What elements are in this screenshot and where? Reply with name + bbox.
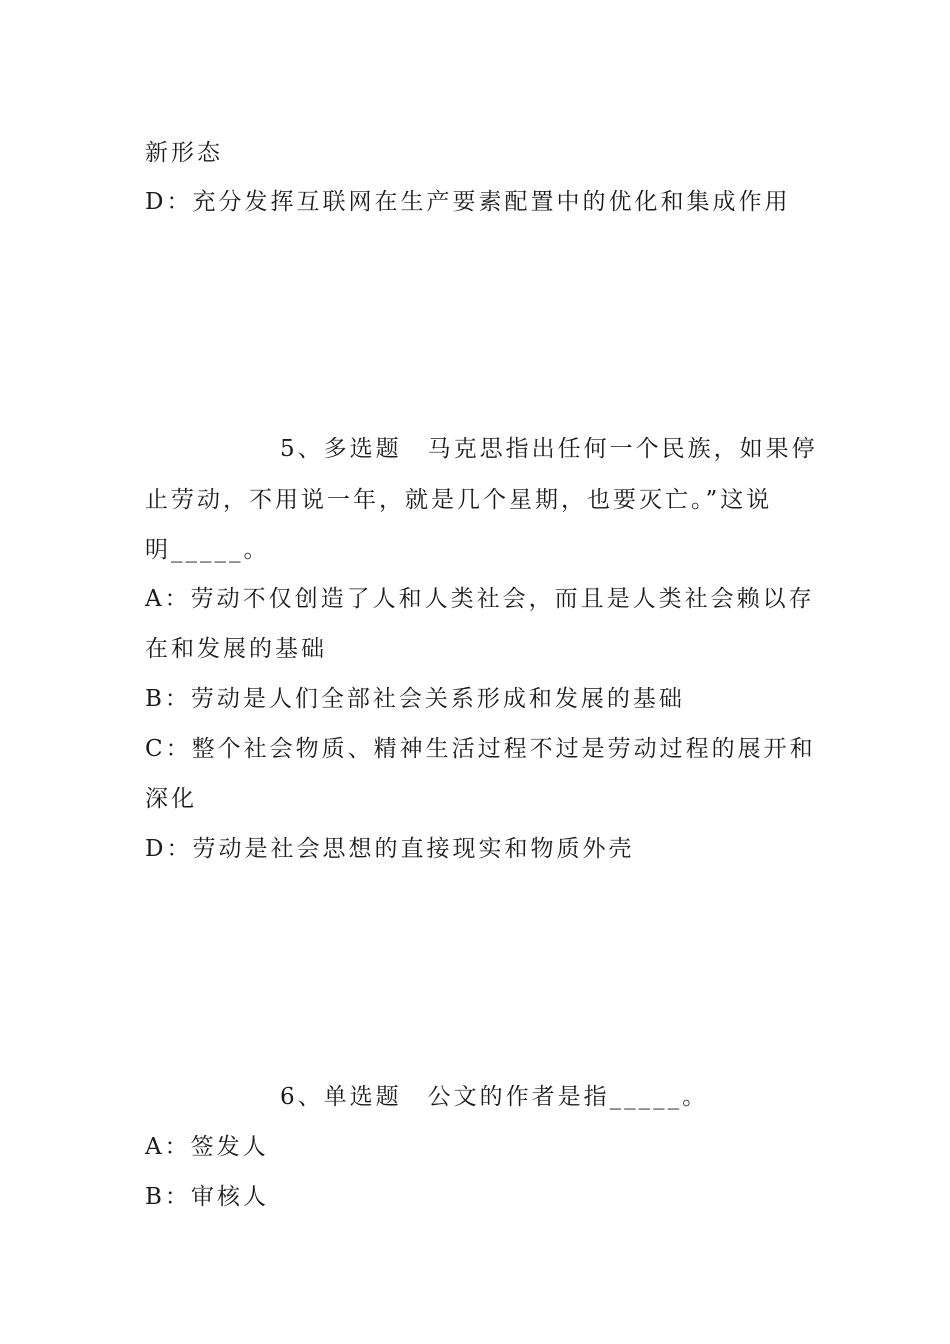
question-5-option-d: D：劳动是社会思想的直接现实和物质外壳	[145, 836, 635, 862]
question-5-stem-line3: 明_____。	[145, 537, 270, 563]
question-5-stem-line1: 5、多选题 马克思指出任何一个民族，如果停	[280, 436, 818, 462]
question-6-option-b: B：审核人	[145, 1184, 269, 1210]
prev-option-c-tail: 新形态	[145, 140, 223, 166]
question-6-option-a: A：签发人	[145, 1134, 269, 1160]
question-5-option-a-line2: 在和发展的基础	[145, 636, 327, 662]
question-5-option-c-line2: 深化	[145, 786, 197, 812]
question-5-option-a-line1: A：劳动不仅创造了人和人类社会，而且是人类社会赖以存	[145, 586, 815, 612]
prev-option-d: D：充分发挥互联网在生产要素配置中的优化和集成作用	[145, 189, 791, 215]
question-5-option-c-line1: C：整个社会物质、精神生活过程不过是劳动过程的展开和	[145, 736, 816, 762]
question-5-stem-line2: 止劳动，不用说一年，就是几个星期，也要灭亡。”这说	[145, 487, 773, 513]
question-6-stem: 6、单选题 公文的作者是指_____。	[280, 1084, 709, 1110]
question-5-option-b: B：劳动是人们全部社会关系形成和发展的基础	[145, 686, 685, 712]
